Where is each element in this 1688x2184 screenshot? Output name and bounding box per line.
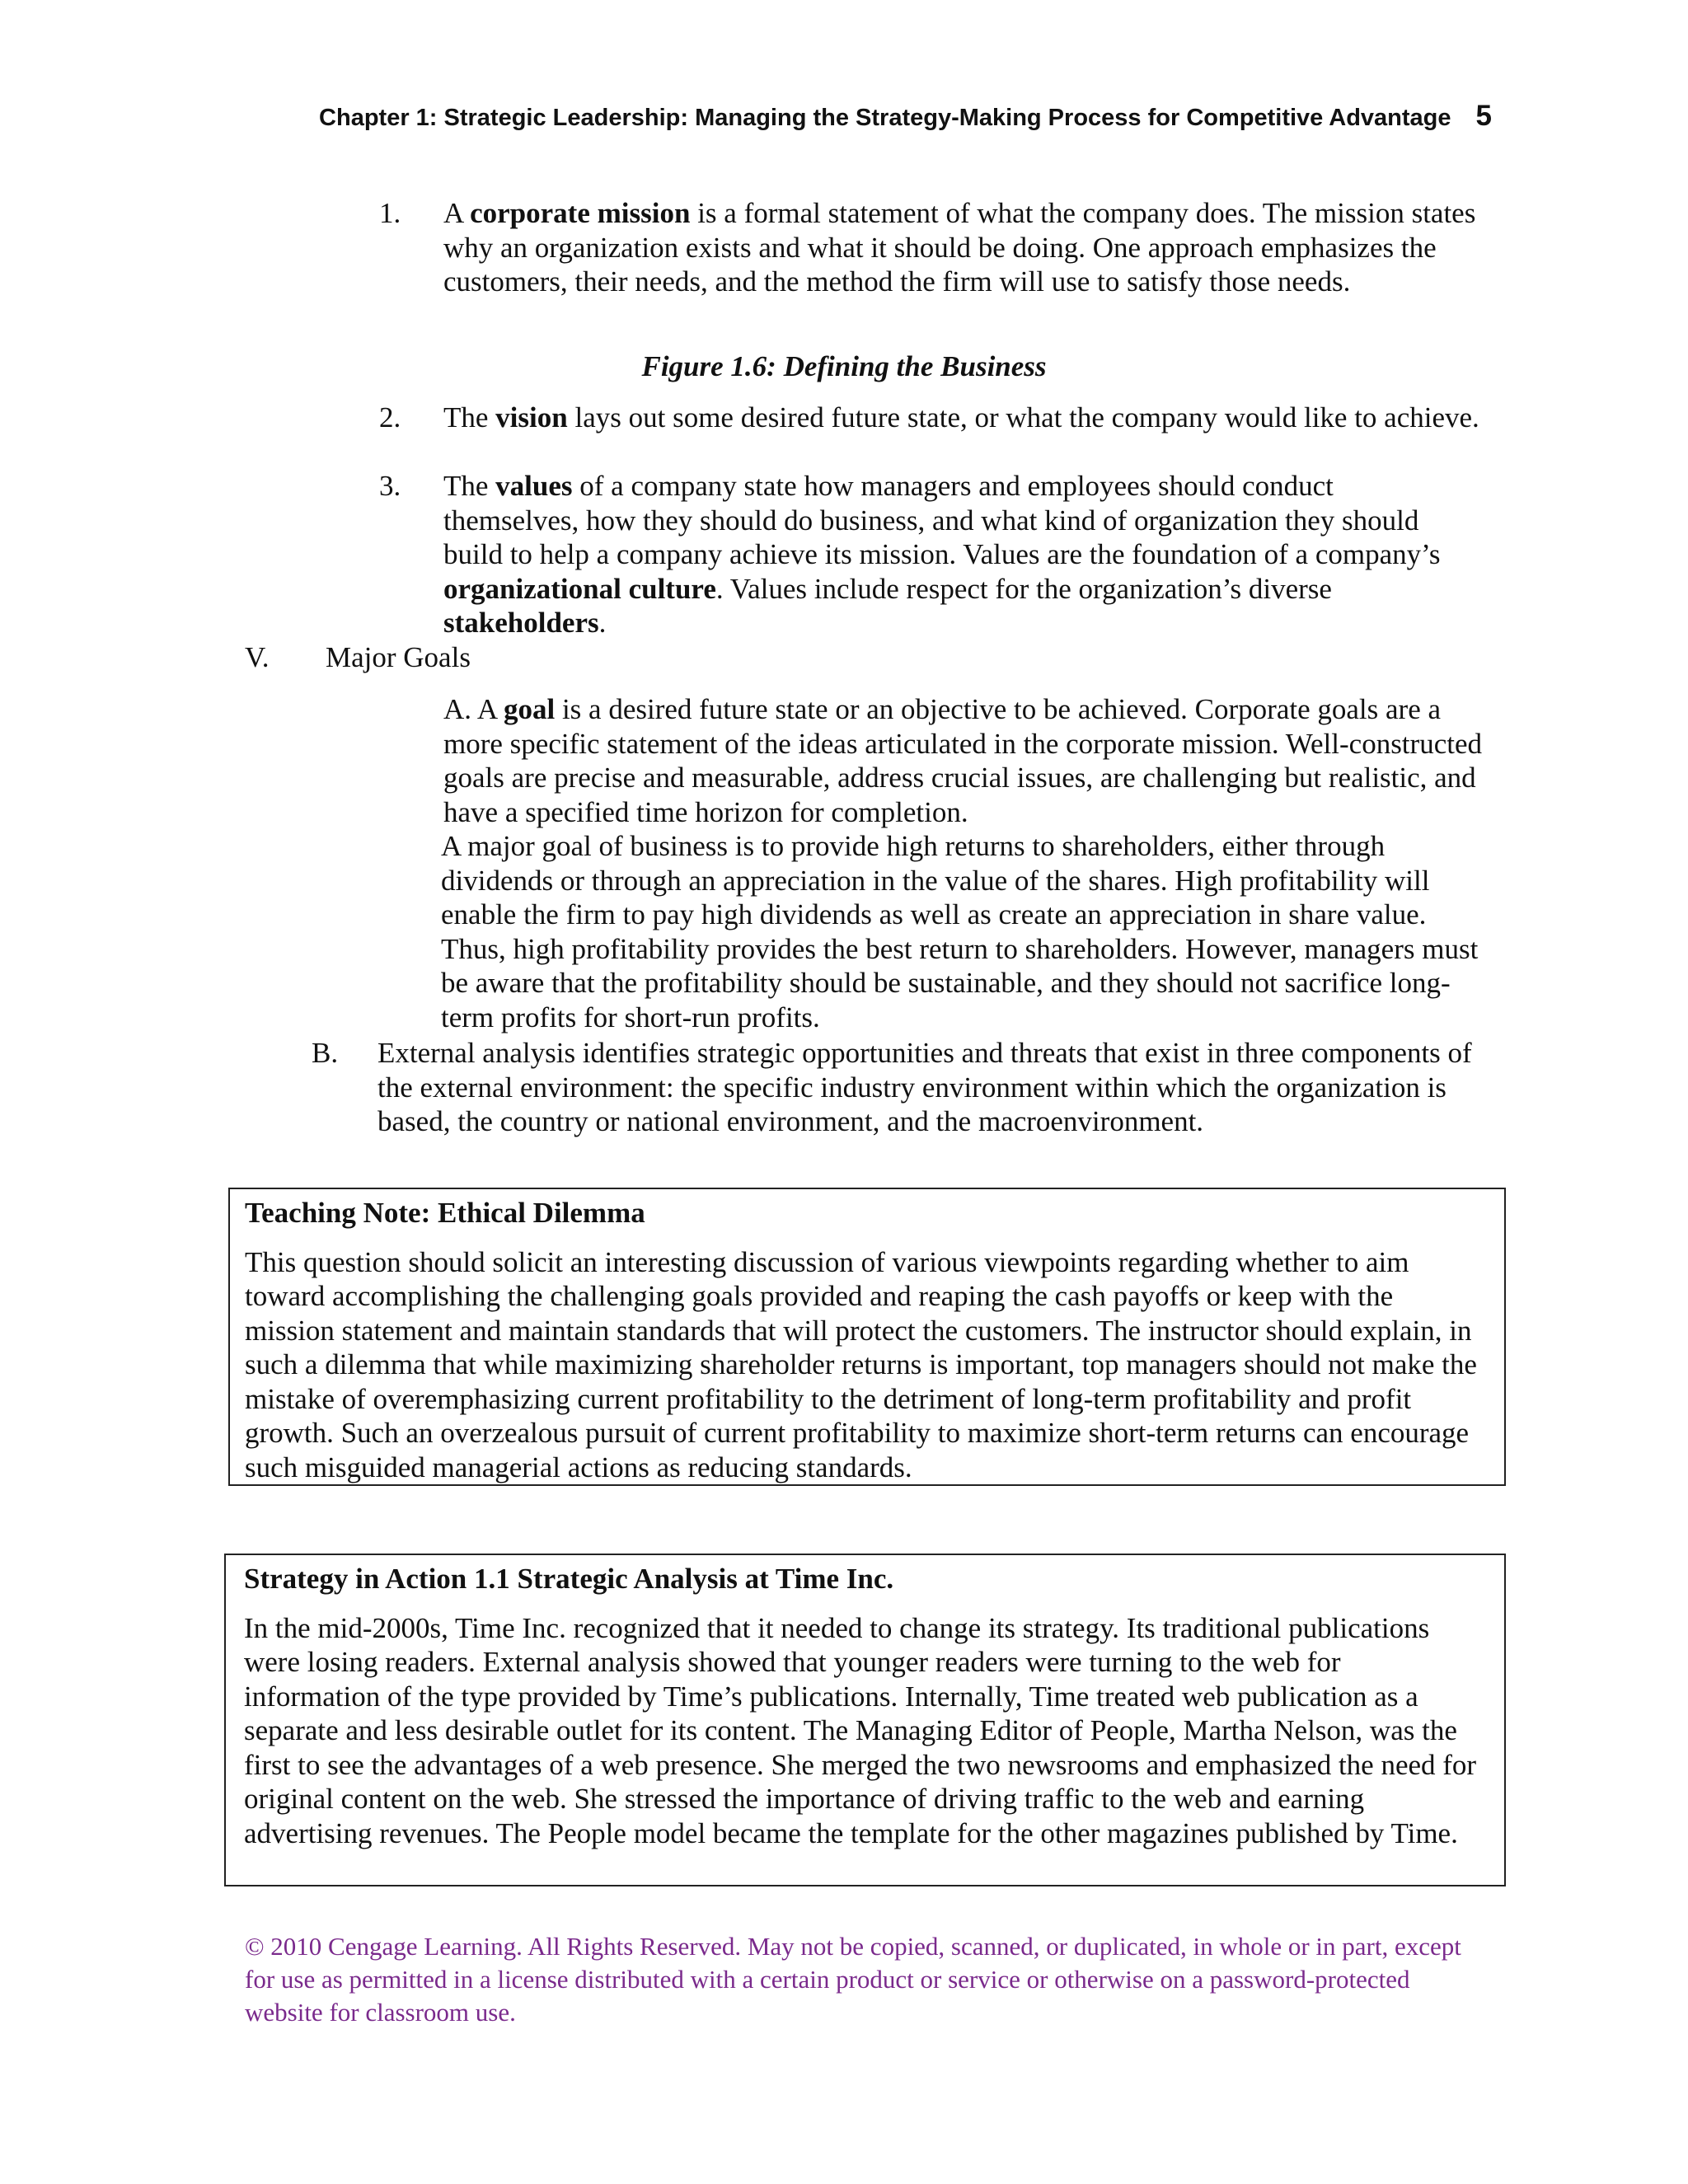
item-3-values: The values of a company state how managers and employees should conduct themselves, how they should do business, and what kind of organization they should build to help a company achieve its mission. Values are the foundation of a company’s organizational culture. Values include respect for the organization’s diverse stakeholders. — [443, 470, 1441, 639]
term-goal: goal — [503, 693, 556, 725]
term-corporate-mission: corporate mission — [470, 197, 691, 229]
section-v-b-label: B. — [312, 1037, 339, 1069]
page-number: 5 — [1475, 100, 1492, 132]
item-2-number: 2. — [379, 401, 401, 434]
section-v-b-text: External analysis identifies strategic opportunities and threats that exist in three components of the external environment: the specific industry environment within which the organization is based, the country or national environment, and the macroenvironment. — [377, 1037, 1472, 1137]
section-v-title: Major Goals — [326, 641, 471, 673]
teaching-note-title: Teaching Note: Ethical Dilemma — [245, 1197, 645, 1229]
term-vision: vision — [495, 401, 568, 434]
item-1-number: 1. — [379, 197, 401, 229]
term-organizational-culture: organizational culture — [443, 572, 716, 605]
section-v-numeral: V. — [245, 641, 270, 673]
figure-caption: Figure 1.6: Defining the Business — [641, 350, 1047, 382]
strategy-in-action-title: Strategy in Action 1.1 Strategic Analysis at Time Inc. — [244, 1563, 894, 1595]
term-values: values — [495, 470, 573, 502]
item-3-number: 3. — [379, 470, 401, 502]
item-1-corporate-mission: A corporate mission is a formal statement of what the company does. The mission states why an organization exists and what it should be doing. One approach emphasizes the customers, their needs, and the method the firm will use to satisfy those needs. — [443, 197, 1476, 298]
section-v-a: A. A goal is a desired future state or an objective to be achieved. Corporate goals are a more specific statement of the ideas articulated in the corporate mission. Well-constructed goals are precise and measurable, address crucial issues, are challenging but realistic, and have a specified time horizon for completion. — [443, 693, 1482, 828]
chapter-title: Chapter 1: Strategic Leadership: Managing the Strategy-Making Process for Competitive Advantage — [319, 105, 1451, 131]
section-v-a-para2: A major goal of business is to provide high returns to shareholders, either through dividends or through an appreciation in the value of the shares. High profitability will enable the firm to pay high dividends as well as create an appreciation in share value. Thus, high profitability provides the best return to shareholders. However, managers must be aware that the profitability should be sustainable, and they should not sacrifice long-term profits for short-run profits. — [441, 830, 1479, 1033]
strategy-in-action-body: In the mid-2000s, Time Inc. recognized that it needed to change its strategy. Its traditional publications were losing readers. External analysis showed that younger readers were turning to the web for information of the type provided by Time’s publications. Internally, Time treated web publication as a separate and less desirable outlet for its content. The Managing Editor of People, Martha Nelson, was the first to see the advantages of a web presence. She merged the two newsrooms and emphasized the need for original content on the web. She stressed the importance of driving traffic to the web and earning advertising revenues. The People model became the template for the other magazines published by Time. — [244, 1611, 1477, 1849]
strategy-in-action-box — [224, 1554, 1506, 1886]
teaching-note-box — [228, 1188, 1506, 1486]
term-stakeholders: stakeholders — [443, 607, 599, 639]
item-2-vision: The vision lays out some desired future state, or what the company would like to achieve. — [443, 401, 1479, 434]
teaching-note-body: This question should solicit an interesting discussion of various viewpoints regarding whether to aim toward accomplishing the challenging goals provided and reaping the cash payoffs or keep with the mission statement and maintain standards that will protect the customers. The instructor should explain, in such a dilemma that while maximizing shareholder returns is important, top managers should not make the mistake of overemphasizing current profitability to the detriment of long-term profitability and profit growth. Such an overzealous pursuit of current profitability to maximize short-term returns can encourage such misguided managerial actions as reducing standards. — [245, 1245, 1477, 1483]
copyright-footer: © 2010 Cengage Learning. All Rights Reserved. May not be copied, scanned, or duplicated, in whole or in part, except for use as permitted in a license distributed with a certain product or service or otherwise on a password-protected website for classroom use. — [245, 1932, 1461, 2027]
running-header — [319, 101, 1492, 133]
